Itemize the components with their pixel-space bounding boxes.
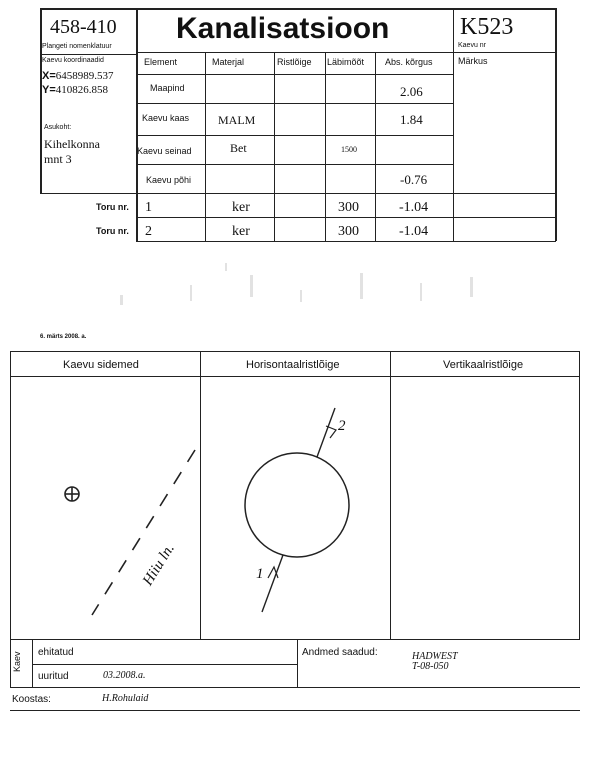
sheet-number: 458-410 bbox=[50, 16, 117, 38]
row-material: MALM bbox=[218, 113, 256, 127]
location-line1: Kihelkonna bbox=[44, 137, 100, 151]
pipe-label: Toru nr. bbox=[96, 202, 129, 212]
row-height: 1.84 bbox=[400, 112, 423, 127]
source-value-1: HADWEST bbox=[412, 651, 458, 662]
road-dashed-line bbox=[92, 450, 195, 615]
side-label: Kaev bbox=[12, 651, 22, 672]
row-element: Kaevu põhi bbox=[146, 175, 192, 185]
row-height: -0.76 bbox=[400, 172, 428, 187]
well-id: K523 bbox=[460, 14, 514, 40]
coords-label: Kaevu koordinaadid bbox=[42, 57, 104, 64]
row-diameter: 1500 bbox=[341, 145, 357, 154]
source-value-2: T-08-050 bbox=[412, 661, 449, 672]
pipe-label: Toru nr. bbox=[96, 226, 129, 236]
surveyed-label: uuritud bbox=[38, 671, 69, 682]
source-label: Andmed saadud: bbox=[302, 647, 378, 658]
col-header-element: Element bbox=[144, 57, 178, 67]
surveyed-value: 03.2008.a. bbox=[103, 670, 146, 681]
row-element: Kaevu seinad bbox=[137, 146, 192, 156]
well-symbol-icon bbox=[65, 487, 79, 501]
road-label: Hiiu ln. bbox=[140, 541, 178, 589]
well-circle bbox=[245, 453, 349, 557]
pipe-height: -1.04 bbox=[399, 224, 429, 239]
row-element: Maapind bbox=[150, 83, 185, 93]
coord-x-prefix: X= bbox=[42, 70, 56, 82]
col-header-diameter: Läbimõõt bbox=[327, 57, 365, 67]
pipe-1-arrow-icon bbox=[268, 567, 278, 578]
pipe-number: 2 bbox=[145, 224, 152, 239]
pipe-number: 1 bbox=[145, 200, 152, 215]
col-header-material: Materjal bbox=[212, 57, 245, 67]
pipe-2-label: 2 bbox=[338, 418, 346, 434]
row-height: 2.06 bbox=[400, 84, 423, 99]
pipe-material: ker bbox=[232, 200, 250, 215]
col-header-section: Ristlõige bbox=[277, 57, 312, 67]
pipe-2-line bbox=[317, 408, 335, 457]
row-material: Bet bbox=[230, 141, 247, 155]
col-header-height: Abs. kõrgus bbox=[385, 57, 433, 67]
remarks-header: Märkus bbox=[458, 56, 488, 66]
row-element: Kaevu kaas bbox=[142, 113, 190, 123]
page-title: Kanalisatsioon bbox=[176, 12, 390, 45]
pipe-1-line bbox=[262, 555, 283, 612]
panel-title-vertical: Vertikaalristlõige bbox=[443, 359, 524, 371]
panel-title-connections: Kaevu sidemed bbox=[63, 359, 139, 371]
panel-title-horizontal: Horisontaalristlõige bbox=[246, 359, 340, 371]
coord-y-prefix: Y= bbox=[42, 84, 56, 96]
coord-y-value: 410826.858 bbox=[55, 84, 109, 96]
pipe-diameter: 300 bbox=[338, 224, 359, 239]
built-label: ehitatud bbox=[38, 647, 74, 658]
pipe-height: -1.04 bbox=[399, 200, 429, 215]
author-value: H.Rohulaid bbox=[102, 693, 149, 704]
pipe-diameter: 300 bbox=[338, 200, 359, 215]
date-note: 6. märts 2008. a. bbox=[40, 334, 87, 340]
sheet-caption: Plangeti nomenklatuur bbox=[42, 43, 112, 50]
location-label: Asukoht: bbox=[44, 124, 72, 131]
location-line2: mnt 3 bbox=[44, 152, 72, 166]
pipe-1-label: 1 bbox=[256, 566, 264, 582]
coord-x-value: 6458989.537 bbox=[55, 70, 114, 82]
author-label: Koostas: bbox=[12, 694, 51, 705]
pipe-material: ker bbox=[232, 224, 250, 239]
well-caption: Kaevu nr bbox=[458, 42, 487, 49]
